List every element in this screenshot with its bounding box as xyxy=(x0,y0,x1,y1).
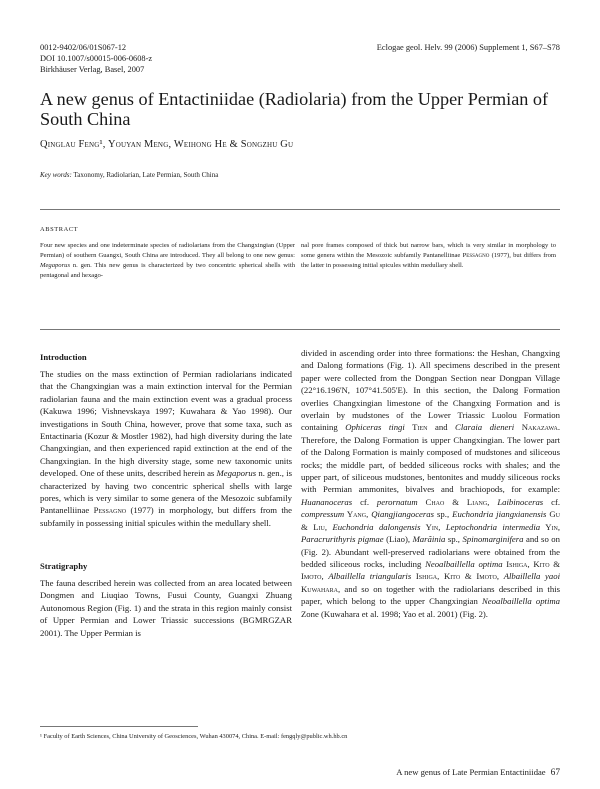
taxon-name: Euchondria jiangxianensis xyxy=(452,509,547,520)
body-text: , xyxy=(496,571,504,582)
abstract-right-column xyxy=(301,241,556,271)
footnote-divider xyxy=(40,726,198,727)
body-text: cf. xyxy=(352,496,377,507)
section-heading-stratigraphy: Stratigraphy xyxy=(40,561,88,571)
author-name: Liu xyxy=(313,521,325,532)
taxon-name: perornatum xyxy=(376,496,418,507)
author-name: Imoto xyxy=(301,571,322,582)
abstract-text: (1977), but differs from the latter in possessing initial spicules within medullary shell. xyxy=(301,252,557,269)
author-name: Yin xyxy=(540,521,558,532)
genus-name: Megaporus xyxy=(40,262,71,269)
paper-title: A new genus of Entactiniidae (Radiolaria) from the Upper Permian of South China xyxy=(40,89,549,129)
taxon-name: Ophiceras tingi xyxy=(345,422,405,433)
body-text: Zone (Kuwahara et al. 1998; Yao et al. 2001) (Fig. 2). xyxy=(301,608,488,619)
abstract-heading: ABSTRACT xyxy=(40,226,79,233)
doi-line: DOI 10.1007/s00015-006-0608-z xyxy=(40,54,153,63)
body-text: , xyxy=(527,558,534,569)
author-name: Liang xyxy=(466,496,488,507)
author-name: Gu xyxy=(546,509,560,520)
author-name: Ishiga xyxy=(411,571,438,582)
author-name: Kito xyxy=(444,571,461,582)
taxon-name: Albaillella yaoi xyxy=(503,571,561,582)
body-text: , xyxy=(321,571,329,582)
body-text: and xyxy=(427,422,456,433)
keywords-text: Taxonomy, Radiolarian, Late Permian, South China xyxy=(71,171,219,179)
body-text: , and so on together with the radiolarians described in this paper, which belong to the upper Changxingian xyxy=(301,583,560,607)
footnote: ¹ Faculty of Earth Sciences, China University of Geosciences, Wuhan 430074, China. E-mail: fengqly@public.wh.hb.cn xyxy=(40,733,348,740)
body-text: . Therefore, the Dalong Formation is upper Changxingian. The lower part of the Dalong Formation is mainly composed of mudstones and siliceous rocks; the middle part, of bedded siliceous rocks with shales; and the upper part, of siliceous mudstones, bentonites and muddy siliceous rocks with Permian ammonites, bivalves and brachiopods, for example: xyxy=(301,422,561,495)
abstract-text: n. gen. This new genus is characterized by two concentric spherical shells with pentagonal and hexago- xyxy=(40,262,295,279)
body-text: , xyxy=(437,571,445,582)
abstract-text: nal pore frames composed of thick but narrow bars, which is very similar in morphology to some genera within the Mesozoic subfamily Pantanelliinae xyxy=(301,242,556,259)
author-name: Nakazawa xyxy=(514,422,558,433)
publisher-line: Birkhäuser Verlag, Basel, 2007 xyxy=(40,65,145,74)
body-text: divided in ascending order into three formations: the Heshan, Changxing and Dalong formations (Fig. 1). All specimens described in the present paper were collected from the Dongpan Section near Dongpan Village (22°16.196'N, 107°41.505'E). In this section, the Dalong Formation overlies Changxingian limestone of the Changxing Formation and is overlain by mudstones of the Lower Triassic Luolou Formation containing xyxy=(301,348,560,433)
body-text: , xyxy=(324,521,333,532)
taxon-name: Huananoceras xyxy=(301,496,353,507)
keywords xyxy=(40,171,218,179)
author-name: Pessagno xyxy=(93,505,127,516)
taxon-name: Paracrurithyris pigmae xyxy=(301,534,384,545)
taxon-name: Laibinoceras xyxy=(497,496,544,507)
abstract-left-column xyxy=(40,241,295,281)
author-name: Tien xyxy=(404,422,428,433)
page-number: 67 xyxy=(550,768,560,778)
body-text: & xyxy=(460,571,477,582)
author-name: Chao xyxy=(417,496,445,507)
body-text: n. gen., is characterized by having two concentric spherical shells with large pores, which is very similar to some genera of the Mesozoic subfamily Pantanelliinae xyxy=(40,468,292,516)
taxon-name: Albaillella triangularis xyxy=(328,571,412,582)
genus-name: Megaporus xyxy=(216,468,257,479)
taxon-name: Leptochondria intermedia xyxy=(445,521,541,532)
taxon-name: Neoalbaillella optima xyxy=(425,558,503,569)
taxon-name: Spinomarginifera xyxy=(462,534,524,545)
body-text: (Liao), xyxy=(383,534,413,545)
author-name: Ishiga xyxy=(502,558,528,569)
body-text: & xyxy=(444,496,467,507)
body-text: , xyxy=(487,496,498,507)
issn-line: 0012-9402/06/01S067-12 xyxy=(40,43,127,52)
author-name: Imoto xyxy=(476,571,497,582)
taxon-name: Neoalbaillella optima xyxy=(482,596,560,607)
taxon-name: Claraia dieneri xyxy=(455,422,515,433)
author-name: Pessagno xyxy=(462,252,490,259)
taxon-name: Euchondria dalongensis xyxy=(332,521,421,532)
body-text: , xyxy=(557,521,560,532)
body-text: & xyxy=(549,558,561,569)
running-title: A new genus of Late Permian Entactiniidae xyxy=(396,767,546,777)
author-name: Kito xyxy=(533,558,550,569)
section-heading-introduction: Introduction xyxy=(40,352,87,362)
abstract-text: Four new species and one indeterminate species of radiolarians from the Changxingian (Upper Permian) of southern Guangxi, South China are introduced. They all belong to one new genus: xyxy=(40,242,295,259)
author-name: Yin xyxy=(420,521,439,532)
taxon-name: compressum xyxy=(301,509,345,520)
journal-citation: Eclogae geol. Helv. 99 (2006) Supplement 1, S67–S78 xyxy=(376,43,560,52)
body-text: & xyxy=(301,521,314,532)
body-text: cf. xyxy=(543,496,561,507)
body-text: , xyxy=(438,521,446,532)
page-footer xyxy=(396,767,560,778)
stratigraphy-body: The fauna described herein was collected from an area located between Dongmen and Liuqiao Towns, Fusui County, Guangxi Zhuang Autonomous Region (Fig. 1) and the strata in this region mainly consist of Upper Permian and Lower Triassic successions (BGMRGZAR 2001). The Upper Permian is xyxy=(40,578,292,638)
divider xyxy=(40,209,560,210)
divider xyxy=(40,329,560,330)
body-text: (1977) in morphology, but differs from the subfamily in possessing initial spicules within the medullary shell. xyxy=(40,505,292,528)
body-text: The studies on the mass extinction of Permian radiolarians indicated that the Changxingian was a main extinction interval for the Permian radiolarian fauna and the main extinction event was a gradual process (Kakuwa 1996; Vishnevskaya 1997; Kuwahara & Yao 1998). Our investigations in South China, however, prove that some taxa, such as Entactinaria (Kozur & Mostler 1982), had high diversity during the late Changxingian, and then experienced rapid extinction at the end of the Changxingian. In the high diversity stage, some new taxonomic units developed. One of these units, described herein as xyxy=(40,369,292,479)
stratigraphy-continued xyxy=(301,347,560,620)
body-text: sp., xyxy=(445,534,463,545)
body-text: sp., xyxy=(434,509,453,520)
author-name: Kuwahara xyxy=(301,583,338,594)
journal-identifiers xyxy=(40,42,152,75)
body-text: , xyxy=(366,509,372,520)
keywords-label: Key words: xyxy=(40,171,72,179)
author-name: Yang xyxy=(344,509,367,520)
body-text: and so on (Fig. 2). Abundant well-preserved radiolarians were obtained from the bedded siliceous rocks, including xyxy=(301,534,560,569)
taxon-name: Marãinia xyxy=(412,534,446,545)
introduction-body xyxy=(40,368,292,529)
taxon-name: Qiangjiangoceras xyxy=(371,509,435,520)
authors: Qinglau Feng¹, Youyan Meng, Weihong He & Songzhu Gu xyxy=(40,139,294,150)
